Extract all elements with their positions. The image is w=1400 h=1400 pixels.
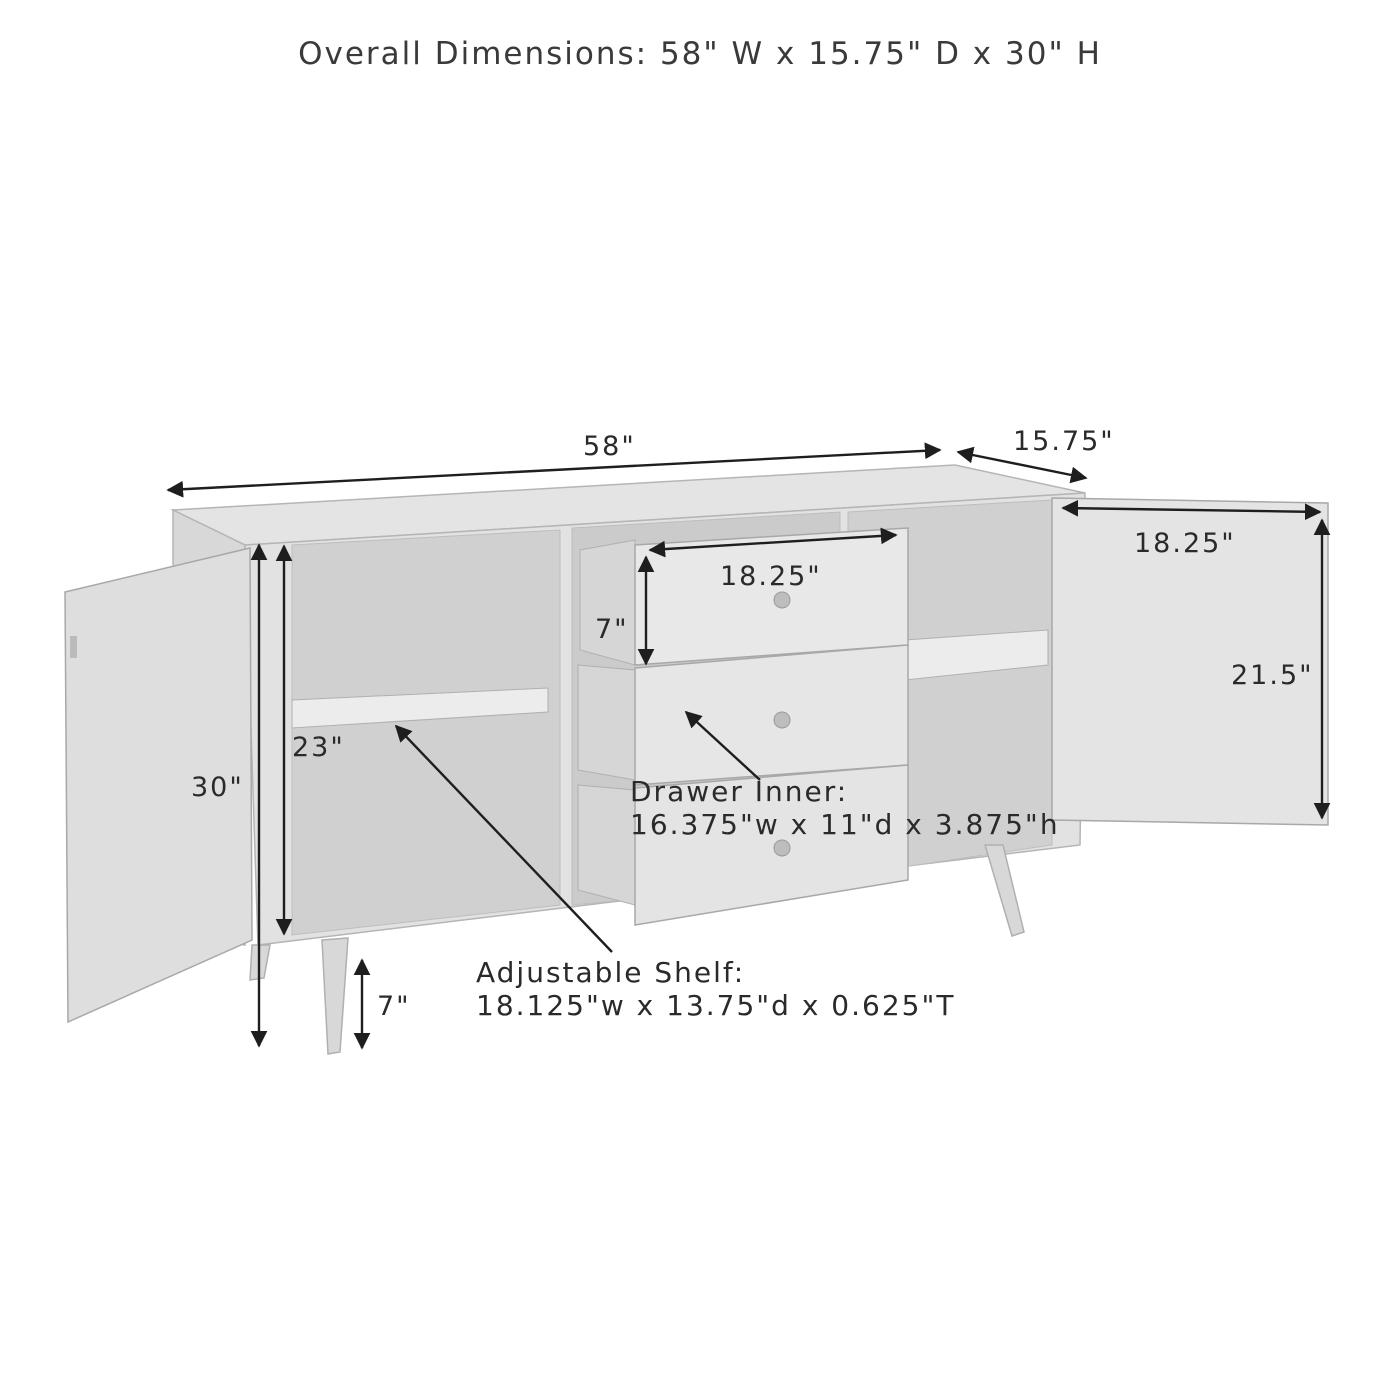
drawer-bottom-knob xyxy=(774,840,790,856)
drawer-middle-side xyxy=(578,665,635,780)
drawer-top-side xyxy=(580,540,635,665)
drawer-width-label: 18.25" xyxy=(720,561,822,592)
leg-front-left xyxy=(322,938,348,1054)
drawer-height-label: 7" xyxy=(595,614,629,645)
depth-label: 15.75" xyxy=(1013,426,1115,457)
adjustable-shelf-note xyxy=(476,956,955,1022)
door-width-label: 18.25" xyxy=(1134,528,1236,559)
left-door-hinge xyxy=(70,636,77,658)
drawer-middle-knob xyxy=(774,712,790,728)
drawer-inner-title: Drawer Inner: xyxy=(630,775,849,808)
interior-height-label: 23" xyxy=(292,732,345,763)
width-label: 58" xyxy=(583,431,636,462)
drawer-top-knob xyxy=(774,592,790,608)
drawer-bottom-side xyxy=(578,785,635,905)
adjustable-shelf-title: Adjustable Shelf: xyxy=(476,956,746,989)
door-height-label: 21.5" xyxy=(1231,660,1314,691)
drawer-middle-front xyxy=(635,645,908,785)
adjustable-shelf-dimensions: 18.125"w x 13.75"d x 0.625"T xyxy=(476,989,956,1022)
leg-height-label: 7" xyxy=(377,991,411,1022)
drawer-inner-note xyxy=(630,775,1060,841)
drawer-inner-dimensions: 16.375"w x 11"d x 3.875"h xyxy=(630,808,1060,841)
overall-height-label: 30" xyxy=(191,772,244,803)
leg-front-right xyxy=(985,845,1024,936)
overall-dimensions-title: Overall Dimensions: 58" W x 15.75" D x 30" H xyxy=(298,36,1102,72)
